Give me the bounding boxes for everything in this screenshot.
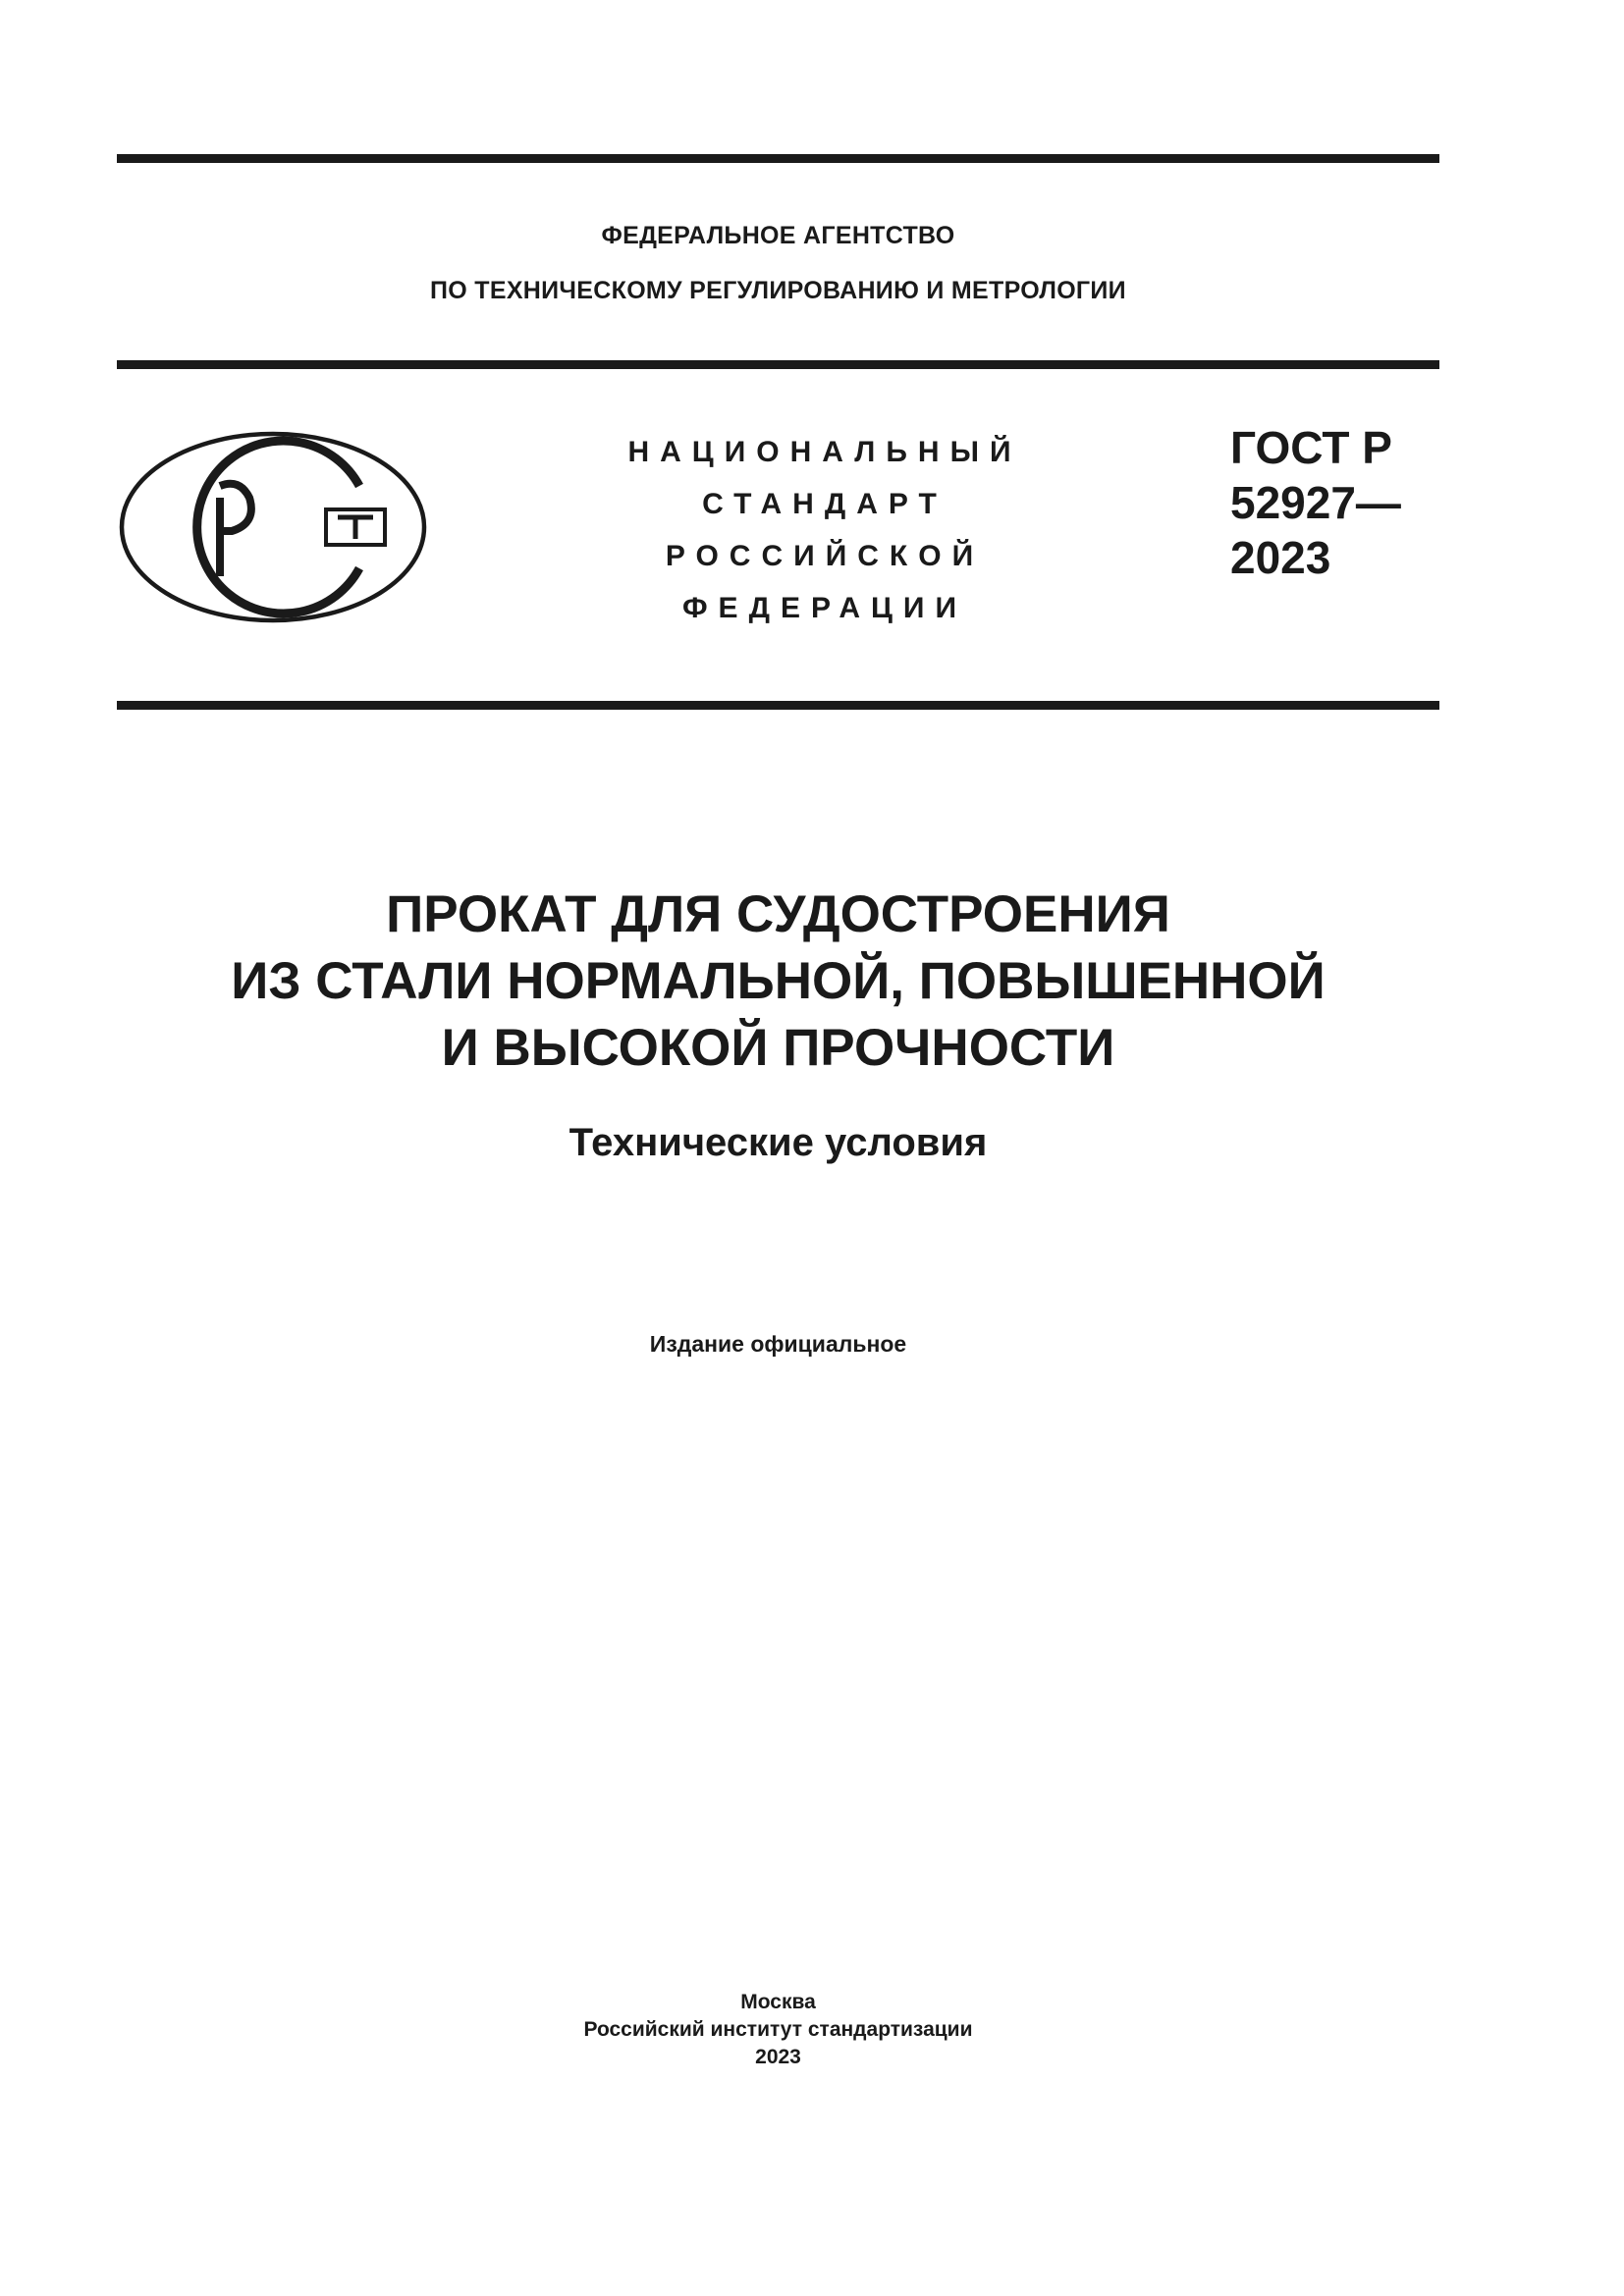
- title-line: ПРОКАТ ДЛЯ СУДОСТРОЕНИЯ: [386, 885, 1170, 943]
- rst-certification-mark-icon: [116, 429, 430, 625]
- document-subtitle: Технические условия: [568, 1121, 988, 1164]
- title-rule: [117, 701, 1439, 710]
- header-rule: [117, 360, 1439, 369]
- document-title: [117, 881, 1439, 1082]
- rst-logo: [116, 429, 430, 625]
- edition-note: Издание официальное: [649, 1331, 907, 1357]
- top-rule: [117, 154, 1439, 163]
- standard-type-line: НАЦИОНАЛЬНЫЙ: [627, 436, 1022, 468]
- imprint-city: Москва: [740, 1991, 816, 2013]
- standard-type-line: РОССИЙСКОЙ: [665, 540, 985, 572]
- designation-line: 52927—: [1230, 477, 1401, 528]
- standard-type-line: СТАНДАРТ: [702, 488, 947, 520]
- designation-line: ГОСТ Р: [1230, 422, 1392, 473]
- imprint: [117, 1989, 1439, 2071]
- agency-name-line-1: ФЕДЕРАЛЬНОЕ АГЕНТСТВО: [601, 222, 955, 249]
- standard-type-line: ФЕДЕРАЦИИ: [681, 592, 968, 624]
- standard-type: [589, 426, 1060, 634]
- standard-designation: [1230, 420, 1446, 585]
- agency-name-line-2: ПО ТЕХНИЧЕСКОМУ РЕГУЛИРОВАНИЮ И МЕТРОЛОГИИ: [430, 277, 1126, 304]
- imprint-publisher: Российский институт стандартизации: [583, 2018, 973, 2041]
- title-line: И ВЫСОКОЙ ПРОЧНОСТИ: [441, 1019, 1115, 1077]
- designation-line: 2023: [1230, 532, 1331, 583]
- title-line: ИЗ СТАЛИ НОРМАЛЬНОЙ, ПОВЫШЕННОЙ: [231, 952, 1326, 1010]
- imprint-year: 2023: [755, 2046, 801, 2068]
